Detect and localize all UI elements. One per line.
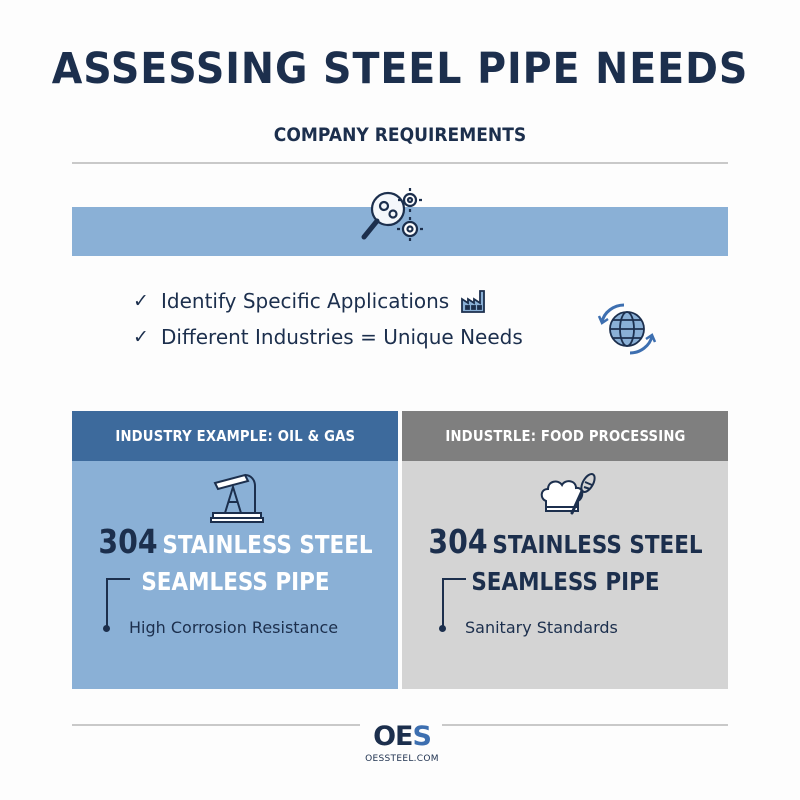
card-header: INDUSTRY EXAMPLE: OIL & GAS xyxy=(72,411,398,461)
oil-pump-icon xyxy=(207,469,267,525)
magnifier-gears-icon xyxy=(358,185,430,249)
factory-icon xyxy=(459,287,487,315)
product-name: 304 STAINLESS STEEL SEAMLESS PIPE xyxy=(97,522,373,596)
logo-mark: OES xyxy=(373,721,431,752)
steel-grade: 304 xyxy=(427,522,488,561)
logo-url: OESSTEEL.COM xyxy=(365,754,439,764)
company-logo xyxy=(362,722,442,764)
top-divider xyxy=(72,162,728,164)
checklist-item-text: Identify Specific Applications xyxy=(161,289,450,313)
connector-line xyxy=(442,578,466,626)
check-icon: ✓ xyxy=(133,326,149,348)
checklist-item xyxy=(133,283,523,319)
bottom-divider-left xyxy=(72,724,360,726)
requirements-checklist xyxy=(133,283,523,355)
checklist-item-text: Different Industries = Unique Needs xyxy=(161,325,523,349)
checklist-item xyxy=(133,319,523,355)
card-header: INDUSTRLE: FOOD PROCESSING xyxy=(402,411,728,461)
globe-arrows-icon xyxy=(594,300,660,358)
feature-text: High Corrosion Resistance xyxy=(129,618,339,637)
page-subtitle: COMPANY REQUIREMENTS xyxy=(273,124,527,146)
industry-card-oil-gas xyxy=(72,411,398,689)
check-icon: ✓ xyxy=(133,290,149,312)
steel-grade: 304 xyxy=(97,522,158,561)
bullet-dot xyxy=(103,625,110,632)
connector-line xyxy=(106,578,130,626)
industry-card-food-processing xyxy=(402,411,728,689)
bullet-dot xyxy=(439,625,446,632)
chef-hat-whisk-icon xyxy=(538,469,598,525)
product-name: 304 STAINLESS STEEL SEAMLESS PIPE xyxy=(427,522,703,596)
feature-text: Sanitary Standards xyxy=(465,618,618,637)
page-title: ASSESSING STEEL PIPE NEEDS xyxy=(51,44,749,94)
bottom-divider-right xyxy=(442,724,728,726)
